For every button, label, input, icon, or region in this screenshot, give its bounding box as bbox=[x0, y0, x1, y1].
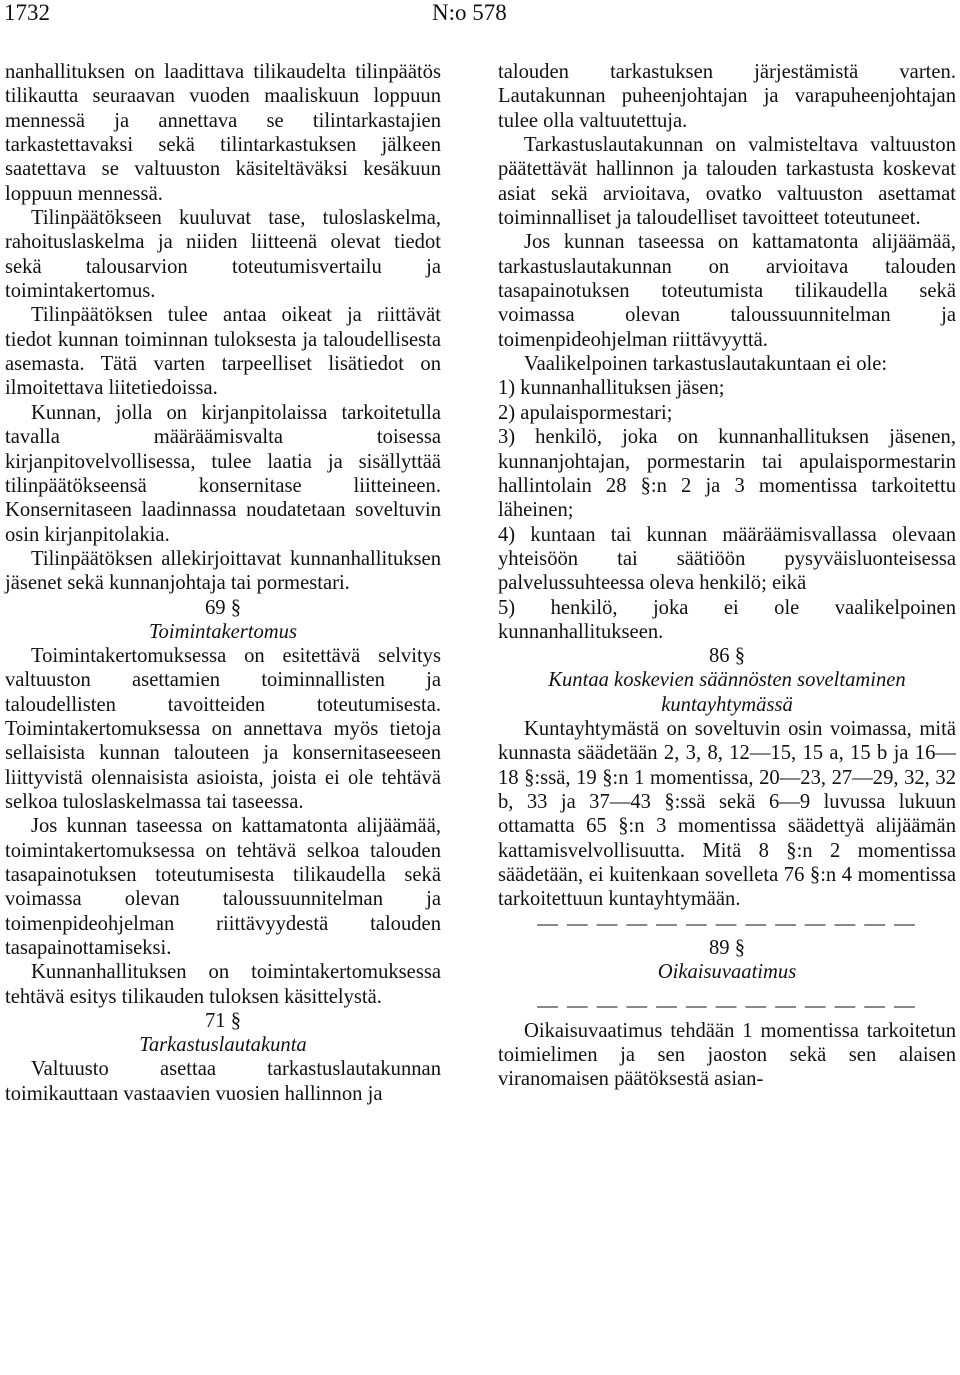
paragraph: nanhallituksen on laadittava tilikaudelta tilinpäätös tilikautta seuraavan vuoden maaliskuun loppuun mennessä ja annettava se tilintarkastajien tarkastettavaksi sekä tilintarkastuksen jälkeen saatettava se valtuuston käsiteltäväksi kesäkuun loppuun mennessä. bbox=[5, 61, 441, 205]
paragraph: Tilinpäätökseen kuuluvat tase, tuloslaskelma, rahoituslaskelma ja niiden liitteenä olevat tiedot sekä talousarvion toteutumisvertailu ja toimintakertomus. bbox=[5, 207, 441, 303]
omission-dashes: — — — — — — — — — — — — — bbox=[537, 995, 917, 1018]
paragraph: Kunnanhallituksen on toimintakertomuksessa tehtävä esitys tilikauden tuloksen käsittelystä. bbox=[5, 961, 441, 1008]
section-number: 71 § bbox=[204, 1010, 242, 1033]
paragraph: talouden tarkastuksen järjestämistä varten. Lautakunnan puheenjohtajan ja varapuheenjohtajan tulee olla valtuutettuja. bbox=[498, 61, 956, 132]
paragraph: Tilinpäätöksen tulee antaa oikeat ja riittävät tiedot kunnan toiminnan tuloksesta ja taloudellisesta asemasta. Tätä varten tarpeelliset lisätiedot on ilmoitettava liitetiedoissa. bbox=[5, 304, 441, 400]
list-item: 2) apulaispormestari; bbox=[498, 401, 673, 424]
paragraph: Jos kunnan taseessa on kattamatonta alijäämää, toimintakertomuksessa on tehtävä selkoa talouden tasapainotuksen toteutumisesta tilikaudella sekä voimassa olevan taloussuunnitelman ja toimenpideohjelman riittävyydestä talouden tasapainottamiseksi. bbox=[5, 815, 441, 960]
right-column bbox=[498, 60, 956, 1092]
paragraph: Vaalikelpoinen tarkastuslautakuntaan ei ole: bbox=[524, 353, 888, 376]
paragraph: Valtuusto asettaa tarkastuslautakunnan toimikauttaan vastaavien vuosien hallinnon ja bbox=[5, 1058, 441, 1105]
omission-dashes: — — — — — — — — — — — — — bbox=[537, 912, 917, 935]
paragraph: Jos kunnan taseessa on kattamatonta alijäämää, tarkastuslautakunnan on arvioitava talouden tasapainotuksen toteutumista tilikaudella sekä voimassa olevan taloussuunnitelman ja toimenpideohjelman riittävyyttä. bbox=[498, 231, 956, 351]
list-item: 3) henkilö, joka on kunnanhallituksen jäsenen, kunnanjohtajan, pormestarin tai apulaispormestarin hallintolain 28 §:n 2 ja 3 momentissa tarkoitettu läheinen; bbox=[498, 426, 956, 522]
section-symbol: § bbox=[734, 937, 746, 960]
list-item: 4) kuntaan tai kunnan määräämisvallassa olevaan yhteisöön tai säätiöön pysyväisluonteisessa palvelussuhteessa oleva henkilö; eikä bbox=[498, 523, 956, 595]
section-title: Toimintakertomus bbox=[149, 620, 297, 643]
page-number: 1732 bbox=[4, 0, 50, 25]
section-title: Tarkastuslautakunta bbox=[139, 1034, 307, 1057]
section-symbol: § bbox=[230, 596, 242, 619]
paragraph: Tilinpäätöksen allekirjoittavat kunnanhallituksen jäsenet sekä kunnanjohtaja tai pormestari. bbox=[5, 547, 441, 595]
paragraph: Oikaisuvaatimus tehdään 1 momentissa tarkoitetun toimielimen ja sen jaoston sekä sen alaisen viranomaisen päätöksestä asian- bbox=[498, 1019, 956, 1091]
section-number: 89 § bbox=[708, 937, 746, 960]
section-title: Oikaisuvaatimus bbox=[657, 961, 797, 984]
paragraph: Toimintakertomuksessa on esitettävä selvitys valtuuston asettamien toiminnallisten ja taloudellisten tavoitteiden toteutumisesta. Toimintakertomuksessa on annettava myös tietoja sellaisista kunnan talouteen ja konsernitaseeseen liittyvistä olennaisista asioista, joista ei ole tehtävä selkoa tuloslaskelmassa tai taseessa. bbox=[5, 644, 441, 813]
section-symbol: § bbox=[230, 1010, 242, 1033]
paragraph: Kunnan, jolla on kirjanpitolaissa tarkoitetulla tavalla määräämisvalta toisessa kirjanpitovelvollisessa, tulee laatia ja sisällyttää tilinpäätökseensä konsernitase liitteineen. Konsernitaseen laadinnassa noudatetaan soveltuvin osin kirjanpitolakia. bbox=[5, 401, 441, 546]
page-header bbox=[0, 0, 960, 30]
paragraph: Kuntayhtymästä on soveltuvin osin voimassa, mitä kunnasta säädetään 2, 3, 8, 12—15, 15 a, 15 b ja 16—18 §:ssä, 19 §:n 1 momentissa, 20—23, 27—29, 32, 32 b, 33 ja 37—43 §:ssä sekä 6—9 luvussa lukuun ottamatta 65 §:n 3 momentissa säädettyä alijäämän kattamisvelvollisuutta. Mitä 8 §:n 2 momentissa säädetään, ei kuitenkaan sovelleta 76 §:n 4 momentissa tarkoitettuun kuntayhtymään. bbox=[498, 717, 956, 911]
section-number: 86 § bbox=[708, 645, 746, 668]
section-title: Kuntaa koskevien säännösten soveltaminen kuntayhtymässä bbox=[548, 669, 906, 716]
left-column bbox=[5, 60, 441, 1106]
section-number: 69 § bbox=[204, 596, 242, 619]
issue-number: N:o 578 bbox=[432, 0, 507, 25]
section-symbol: § bbox=[734, 645, 746, 668]
list-item: 1) kunnanhallituksen jäsen; bbox=[498, 377, 725, 400]
list-item: 5) henkilö, joka ei ole vaalikelpoinen kunnanhallitukseen. bbox=[498, 596, 956, 643]
paragraph: Tarkastuslautakunnan on valmisteltava valtuuston päätettävät hallinnon ja talouden tarkastusta koskevat asiat sekä arvioitava, ovatko valtuuston asettamat toiminnalliset ja taloudelliset tavoitteet toteutuneet. bbox=[498, 134, 956, 230]
